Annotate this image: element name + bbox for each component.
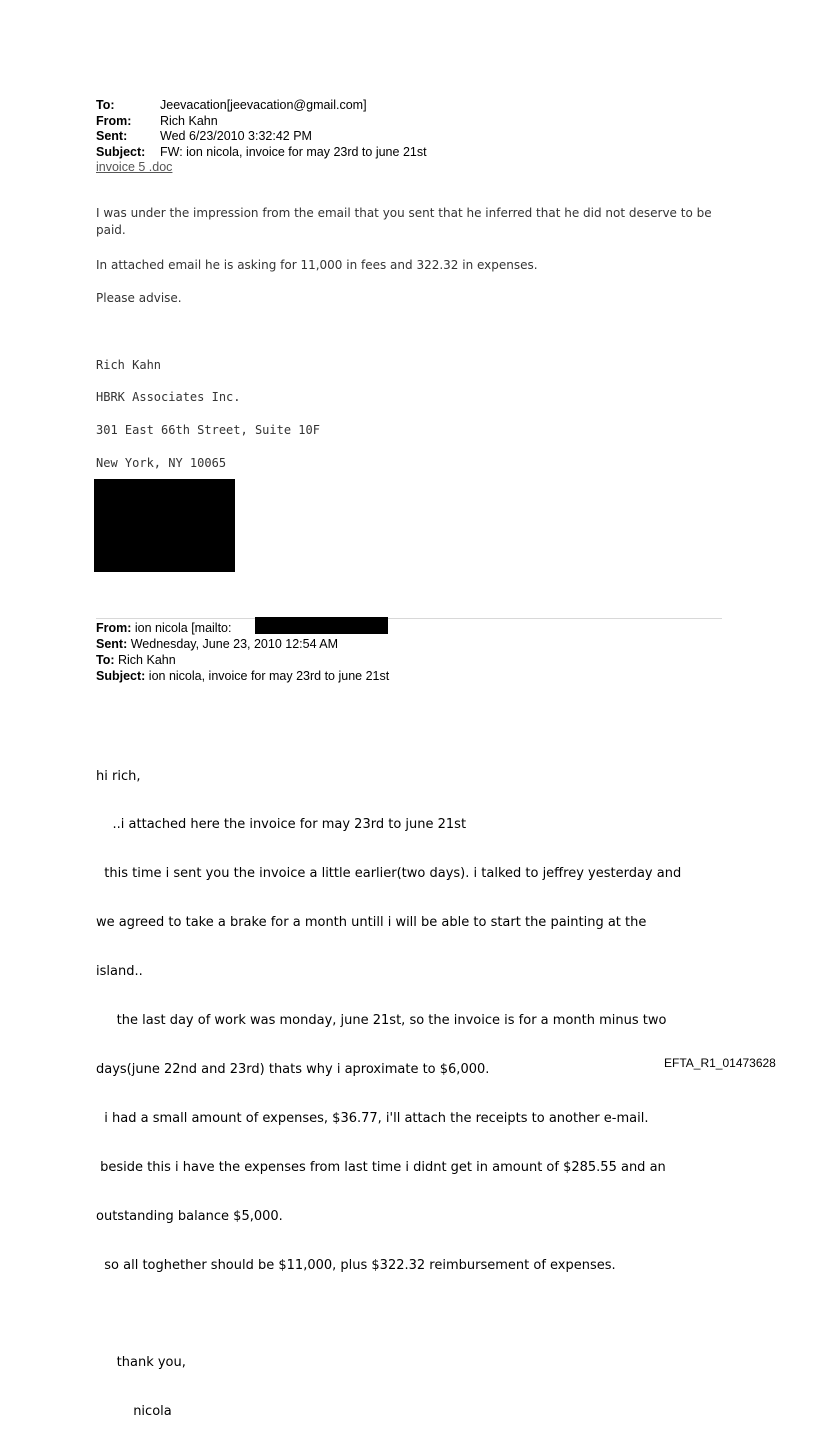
signature-company: HBRK Associates Inc. bbox=[96, 390, 241, 404]
body-paragraph-2: In attached email he is asking for 11,000 in fees and 322.32 in expenses. bbox=[96, 258, 538, 272]
message-line: so all toghether should be $11,000, plus $322.32 reimbursement of expenses. bbox=[96, 1257, 616, 1273]
attachment-link[interactable]: invoice 5 .doc bbox=[96, 160, 173, 174]
forwarded-sent-row bbox=[96, 636, 716, 652]
header-subject-row bbox=[96, 145, 696, 161]
body-paragraph-1: I was under the impression from the email that you sent that he inferred that he did not deserve to be paid. bbox=[96, 206, 712, 237]
forwarded-subject-value: ion nicola, invoice for may 23rd to june 21st bbox=[148, 669, 390, 683]
to-label: To: bbox=[96, 98, 115, 112]
forwarded-sent-label: Sent: bbox=[96, 637, 128, 651]
email-redaction bbox=[255, 617, 388, 634]
sent-value: Wed 6/23/2010 3:32:42 PM bbox=[160, 129, 312, 143]
redaction-box bbox=[94, 479, 235, 572]
forwarded-subject-row bbox=[96, 668, 716, 684]
message-line: we agreed to take a brake for a month untill i will be able to start the painting at the bbox=[96, 915, 647, 931]
message-line: nicola bbox=[96, 1403, 172, 1419]
to-value: Jeevacation[jeevacation@gmail.com] bbox=[160, 98, 367, 112]
header-from-row bbox=[96, 114, 696, 130]
divider bbox=[96, 618, 722, 619]
forwarded-sent-value: Wednesday, June 23, 2010 12:54 AM bbox=[130, 637, 339, 651]
signature-address: 301 East 66th Street, Suite 10F bbox=[96, 423, 320, 437]
message-line bbox=[96, 1306, 736, 1322]
message-line: the last day of work was monday, june 21st, so the invoice is for a month minus two bbox=[96, 1013, 667, 1029]
forwarded-message bbox=[96, 736, 736, 1436]
sent-label: Sent: bbox=[96, 129, 128, 143]
forwarded-to-label: To: bbox=[96, 653, 115, 667]
forwarded-from-row bbox=[96, 620, 716, 636]
message-line: ..i attached here the invoice for may 23rd to june 21st bbox=[96, 817, 467, 833]
from-value: Rich Kahn bbox=[160, 113, 218, 128]
subject-label: Subject: bbox=[96, 144, 146, 159]
forwarded-from-label: From: bbox=[96, 621, 132, 635]
document-id: EFTA_R1_01473628 bbox=[664, 1056, 776, 1070]
signature-city: New York, NY 10065 bbox=[96, 456, 227, 470]
message-line: thank you, bbox=[96, 1354, 186, 1370]
message-line: outstanding balance $5,000. bbox=[96, 1208, 283, 1224]
message-line: this time i sent you the invoice a little earlier(two days). i talked to jeffrey yesterday and bbox=[96, 866, 682, 882]
forwarded-to-value: Rich Kahn bbox=[118, 653, 176, 667]
forwarded-header bbox=[96, 620, 716, 684]
subject-value: FW: ion nicola, invoice for may 23rd to june 21st bbox=[160, 144, 427, 159]
forwarded-from-value: ion nicola [mailto: bbox=[134, 621, 232, 635]
message-line: i had a small amount of expenses, $36.77, i'll attach the receipts to another e-mail. bbox=[96, 1110, 649, 1126]
header-to-row bbox=[96, 98, 696, 114]
signature-name: Rich Kahn bbox=[96, 358, 162, 372]
forwarded-to-row bbox=[96, 652, 716, 668]
message-line: hi rich, bbox=[96, 768, 141, 784]
email-header bbox=[96, 98, 696, 176]
header-sent-row bbox=[96, 129, 696, 145]
message-line: days(june 22nd and 23rd) thats why i aproximate to $6,000. bbox=[96, 1061, 490, 1077]
message-line: island.. bbox=[96, 964, 143, 980]
body-paragraph-3: Please advise. bbox=[96, 291, 182, 305]
forwarded-subject-label: Subject: bbox=[96, 669, 146, 683]
message-line: beside this i have the expenses from last time i didnt get in amount of $285.55 and an bbox=[96, 1159, 666, 1175]
from-label: From: bbox=[96, 113, 132, 128]
